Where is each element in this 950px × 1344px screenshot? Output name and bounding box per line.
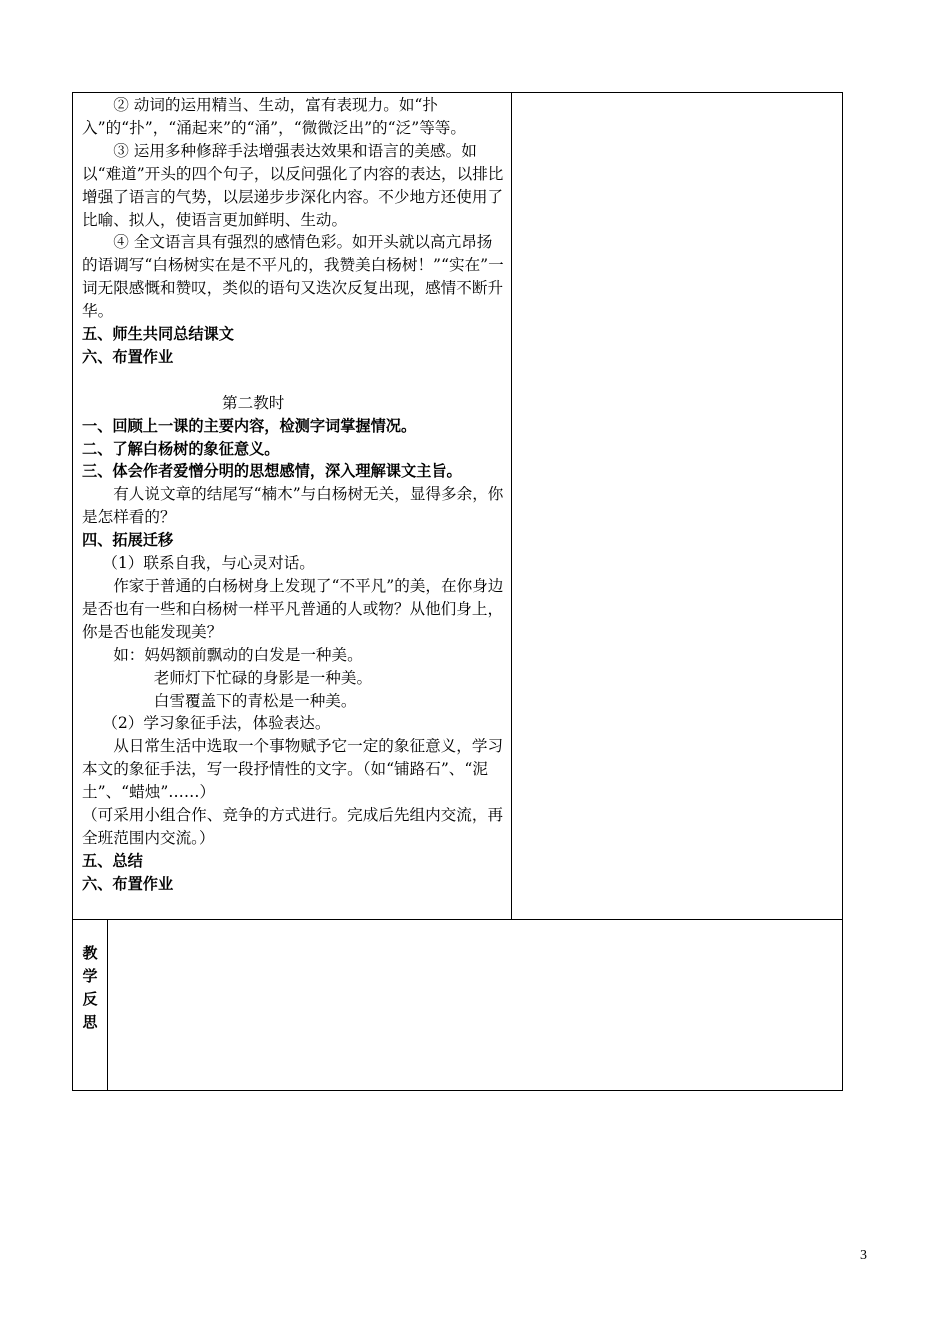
paragraph-emotion: ④ 全文语言具有强烈的感情色彩。如开头就以高亢昂扬的语调写“白杨树实在是不平凡的，我赞美白杨树！”“实在”一词无限感慨和赞叹，类似的语句又迭次反复出现，感情不断升华。 [82, 233, 504, 321]
subheading-self: （1）联系自我，与心灵对话。 [102, 554, 315, 573]
heading-theme: 三、体会作者爱憎分明的思想感情，深入理解课文主旨。 [82, 462, 462, 481]
heading-symbolism: 二、了解白杨树的象征意义。 [82, 439, 280, 458]
page-number: 3 [860, 1248, 867, 1263]
paragraph-rhetoric: ③ 运用多种修辞手法增强表达效果和语言的美感。如以“难道”开头的四个句子，以反问强化了内容的表达，以排比增强了语言的气势，以层递步步深化内容。不少地方还使用了比喻、拟人，使语言更加鲜明、生动。 [82, 141, 504, 229]
row-divider [72, 919, 843, 920]
paragraph-symbol: 从日常生活中选取一个事物赋予它一定的象征意义，学习本文的象征手法，写一段抒情性的文字。（如“铺路石”、“泥土”、“蜡烛”……） [82, 737, 504, 802]
example-3: 白雪覆盖下的青松是一种美。 [153, 691, 357, 710]
heading-conclusion: 五、总结 [82, 851, 143, 870]
section-title: 第二教时 [222, 393, 285, 412]
reflection-label: 教 学 反 思 [82, 944, 98, 1031]
paragraph-question: 有人说文章的结尾写“楠木”与白杨树无关，显得多余，你是怎样看的？ [82, 485, 504, 527]
heading-review: 一、回顾上一课的主要内容，检测字词掌握情况。 [82, 416, 417, 435]
example-2: 老师灯下忙碌的身影是一种美。 [153, 668, 373, 687]
label-column-divider [107, 919, 108, 1091]
heading-summary: 五、师生共同总结课文 [82, 325, 234, 344]
paragraph-note: （可采用小组合作、竞争的方式进行。完成后先组内交流，再全班范围内交流。） [82, 806, 504, 847]
heading-homework-2: 六、布置作业 [82, 874, 174, 893]
column-divider [511, 92, 512, 920]
lesson-content [82, 94, 506, 896]
subheading-symbol: （2）学习象征手法，体验表达。 [102, 714, 331, 733]
heading-homework: 六、布置作业 [82, 347, 174, 366]
paragraph-self: 作家于普通的白杨树身上发现了“不平凡”的美，在你身边是否也有一些和白杨树一样平凡普通的人或物？从他们身上，你是否也能发现美？ [82, 577, 504, 641]
heading-extension: 四、拓展迁移 [82, 531, 174, 550]
example-1: 如：妈妈额前飘动的白发是一种美。 [113, 645, 363, 664]
paragraph-verbs: ② 动词的运用精当、生动，富有表现力。如“扑入”的“扑”，“涌起来”的“涌”，“微微泛出”的“泛”等等。 [82, 96, 466, 137]
